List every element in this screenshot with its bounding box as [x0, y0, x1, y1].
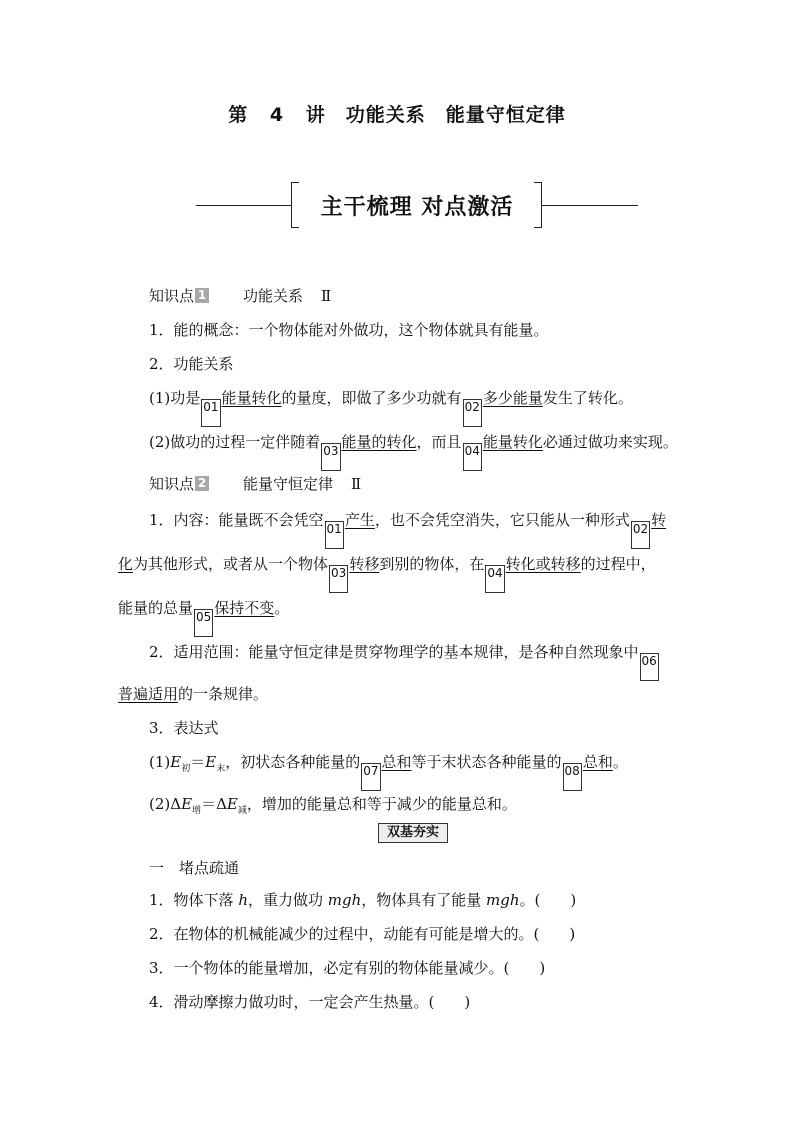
text: (1) [149, 753, 171, 771]
banner-title: 主干梳理 对点激活 [320, 194, 514, 220]
drill-question-1 [149, 889, 576, 910]
answer-02-part-2: 化 [118, 555, 134, 573]
text: 的量度，即做了多少功就有 [281, 389, 462, 407]
answer-06: 普遍适用 [118, 685, 179, 703]
k2-formula-1 [149, 751, 628, 791]
kp-label: 知识点 [149, 475, 195, 493]
text: 1．物体下落 [149, 891, 239, 909]
answer-07: 总和 [381, 753, 412, 771]
answer-04: 转化或转移 [505, 555, 581, 573]
knowledge-point-1-header [149, 285, 331, 306]
text: ，也不会凭空消失，它只能从一种形式 [374, 511, 630, 529]
text: 。 [274, 599, 290, 617]
kp-name: 功能关系 [243, 287, 304, 305]
text: 。 [612, 753, 628, 771]
blank-box-01: 01 [201, 399, 220, 427]
k1-item-3 [149, 387, 633, 427]
blank-box-03: 03 [321, 443, 340, 471]
drill-heading: 一 堵点疏通 [149, 859, 240, 877]
k2-para-1-line-2 [118, 553, 656, 593]
blank-box-05: 05 [194, 609, 213, 637]
answer-03: 能量的转化 [341, 433, 417, 451]
symbol-E: E [205, 753, 217, 771]
text: 的过程中， [580, 555, 656, 573]
answer-01: 能量转化 [221, 389, 282, 407]
text: ，增加的能量总和等于减少的能量总和。 [246, 795, 517, 813]
subscript-final: 末 [216, 764, 226, 774]
kp-name: 能量守恒定律 [243, 475, 334, 493]
subscript-initial: 初 [181, 764, 191, 774]
drill-question-3: 3．一个物体的能量增加，必定有别的物体能量减少。( ) [149, 959, 546, 977]
text: (2)Δ [149, 795, 182, 813]
blank-box-06: 06 [640, 653, 659, 681]
answer-02: 多少能量 [482, 389, 543, 407]
blank-box-07: 07 [361, 763, 380, 791]
subscript-decrease: 减 [237, 806, 247, 816]
banner-left-bracket [291, 182, 299, 228]
blank-box-03: 03 [329, 565, 348, 593]
k2-para-1-line-3 [118, 597, 289, 637]
text: 发生了转化。 [542, 389, 633, 407]
k2-formula-2 [149, 793, 517, 816]
answer-08: 总和 [582, 753, 613, 771]
blank-box-02: 02 [463, 399, 482, 427]
banner-right-rule [542, 205, 638, 206]
drill-question-2: 2．在物体的机械能减少的过程中，动能有可能是增大的。( ) [149, 925, 576, 943]
kp-number-badge: 1 [195, 288, 209, 303]
blank-box-02: 02 [631, 521, 650, 549]
symbol-E: E [181, 795, 193, 813]
answer-04: 能量转化 [482, 433, 543, 451]
k2-para-2-line-2 [118, 683, 268, 704]
symbol-mgh: mgh [327, 891, 362, 909]
text: 到别的物体，在 [379, 555, 485, 573]
k1-item-2: 2．功能关系 [149, 355, 234, 373]
symbol-E: E [170, 753, 182, 771]
subscript-increase: 增 [192, 806, 202, 816]
k2-para-3: 3．表达式 [149, 719, 219, 737]
blank-box-04: 04 [485, 565, 504, 593]
text: 为其他形式，或者从一个物体 [133, 555, 329, 573]
section-badge: 双基夯实 [378, 823, 448, 843]
text: ，初状态各种能量的 [225, 753, 361, 771]
equals-sign: ＝ [190, 753, 206, 771]
kp-label: 知识点 [149, 287, 195, 305]
answer-02-part-1: 转 [651, 511, 667, 529]
equals-sign: ＝Δ [201, 795, 227, 813]
blank-box-08: 08 [563, 763, 582, 791]
text: 2．适用范围：能量守恒定律是贯穿物理学的基本规律，是各种自然现象中 [149, 643, 639, 661]
kp-level: Ⅱ [351, 475, 362, 493]
page-title: 第 4 讲 功能关系 能量守恒定律 [228, 104, 566, 126]
text: 等于末状态各种能量的 [411, 753, 562, 771]
blank-box-04: 04 [463, 443, 482, 471]
drill-question-4: 4．滑动摩擦力做功时，一定会产生热量。( ) [149, 993, 471, 1011]
text: ，物体具有了能量 [361, 891, 487, 909]
answer-05: 保持不变 [214, 599, 275, 617]
kp-level: Ⅱ [321, 287, 332, 305]
text: ，而且 [416, 433, 462, 451]
text: ，重力做功 [247, 891, 328, 909]
text: (1)功是 [149, 389, 201, 407]
answer-03: 转移 [349, 555, 380, 573]
text: 必通过做功来实现。 [542, 433, 678, 451]
text: 能量的总量 [118, 599, 194, 617]
blank-box-01: 01 [325, 521, 344, 549]
answer-01: 产生 [344, 511, 375, 529]
symbol-mgh: mgh [486, 891, 520, 909]
text: 的一条规律。 [178, 685, 269, 703]
k2-para-2-line-1 [149, 641, 660, 681]
k1-item-4 [149, 431, 678, 471]
banner-right-bracket [534, 182, 542, 228]
text: (2)做功的过程一定伴随着 [149, 433, 321, 451]
symbol-h: h [238, 891, 248, 909]
text: 1．内容：能量既不会凭空 [149, 511, 324, 529]
section-banner [196, 182, 638, 228]
banner-left-rule [196, 205, 291, 206]
symbol-E: E [226, 795, 238, 813]
kp-number-badge: 2 [195, 476, 209, 491]
text: 。( ) [519, 891, 577, 909]
knowledge-point-2-header [149, 473, 361, 494]
k2-para-1-line-1 [149, 509, 666, 549]
k1-item-1: 1．能的概念：一个物体能对外做功，这个物体就具有能量。 [149, 321, 549, 339]
